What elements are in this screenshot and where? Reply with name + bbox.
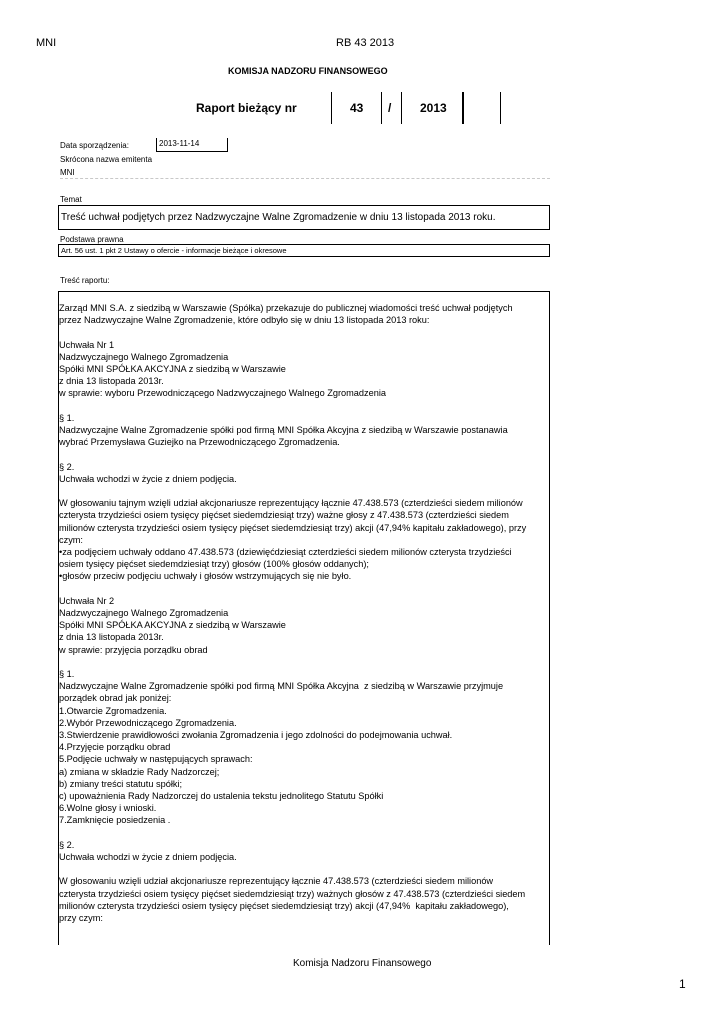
content-line: z dnia 13 listopada 2013r. [59,376,164,387]
content-line: Nadzwyczajne Walne Zgromadzenie spółki pod firmą MNI Spółka Akcyjna z siedzibą w Warszawie postanawia [59,425,508,435]
content-line: Uchwała Nr 1 [59,339,115,350]
divider [60,178,550,179]
content-line: § 1. [59,669,75,679]
report-title: Raport bieżący nr [196,101,297,115]
content-line: wybrać Przemysława Guziejko na Przewodniczącego Zgromadzenia. [59,437,340,448]
topic-value: Treść uchwał podjętych przez Nadzwyczajne Walne Zgromadzenie w dniu 13 listopada 2013 roku. [58,205,550,230]
content-blank-line [59,485,549,497]
content-blank-line [59,326,549,338]
content-blank-line [59,400,549,412]
header-company: MNI [36,37,57,49]
content-line: 7.Zamknięcie posiedzenia . [59,815,171,826]
content-line: przy czym: [59,913,103,924]
date-value: 2013-11-14 [156,138,228,152]
content-line: 3.Stwierdzenie prawidłowości zwołania Zgromadzenia i jego zdolności do podejmowania uchwał. [59,730,453,741]
content-line: czterysta trzydzieści osiem tysięcy pięćset siedemdziesiąt trzy) ważne głosy z 47.438.573 (czterdzieści siedem [59,510,509,521]
content-line: a) zmiana w składzie Rady Nadzorczej; [59,766,220,777]
content-line: W głosowaniu wzięli udział akcjonariusze reprezentujący łącznie 47.438.573 (czterdzieści siedem milionów [59,876,494,887]
content-blank-line [59,656,549,668]
topic-label: Temat [60,195,82,204]
content-line: § 2. [59,839,75,850]
page-number: 1 [679,977,686,991]
content-line: •za podjęciem uchwały oddano 47.438.573 (dziewięćdziesiąt czterdzieści siedem milionów czterysta trzydzieści [59,547,512,557]
content-line: 2.Wybór Przewodniczącego Zgromadzenia. [59,717,237,728]
content-line: Uchwała wchodzi w życie z dniem podjęcia. [59,473,237,484]
content-line: Spółki MNI SPÓŁKA AKCYJNA z siedzibą w Warszawie [59,364,286,374]
content-line: Nadzwyczajnego Walnego Zgromadzenia [59,608,229,618]
commission-title-text: KOMISJA NADZORU FINANSOWEGO [228,66,388,76]
content-line: W głosowaniu tajnym wzięli udział akcjonariusze reprezentujący łącznie 47.438.573 (czterdzieści siedem milionów [59,498,523,509]
legal-basis-value: Art. 56 ust. 1 pkt 2 Ustawy o ofercie - informacje bieżące i okresowe [58,244,550,257]
header-report-id-text: RB 43 2013 [336,37,395,49]
report-separator: / [388,101,392,115]
content-line: Uchwała Nr 2 [59,595,115,606]
footer-text: Komisja Nadzoru Finansowego [293,958,432,969]
content-line: czterysta trzydzieści osiem tysięcy pięćset siedemdziesiąt trzy) ważnych głosów z 47.438.573 (czterdzieści siedem [59,888,526,899]
content-blank-line [59,863,549,875]
content-line: w sprawie: wyboru Przewodniczącego Nadzwyczajnego Walnego Zgromadzenia [59,388,386,399]
content-line: 6.Wolne głosy i wnioski. [59,803,157,814]
content-line: milionów czterysta trzydzieści osiem tysięcy pięćset siedemdziesiąt trzy) akcji (47,94% kapitału zakładowego), [59,900,509,911]
content-blank-line [59,583,549,595]
content-line: Nadzwyczajne Walne Zgromadzenie spółki pod firmą MNI Spółka Akcyjna z siedzibą w Warszawie przyjmuje [59,681,504,692]
content-line: Zarząd MNI S.A. z siedzibą w Warszawie (Spółka) przekazuje do publicznej wiadomości treść uchwał podjętych [59,303,513,313]
date-label: Data sporządzenia: [60,141,129,150]
content-line: 4.Przyjęcie porządku obrad [59,742,171,753]
content-line: przez Nadzwyczajne Walne Zgromadzenie, które odbyło się w dniu 13 listopada 2013 roku: [59,315,430,326]
content-line: z dnia 13 listopada 2013r. [59,632,164,643]
content-line: milionów czterysta trzydzieści osiem tysięcy pięćset siedemdziesiąt trzy) akcji (47,94% kapitału zakładowego), przy [59,522,527,533]
content-line: czym: [59,534,83,545]
content-line: osiem tysięcy pięćset siedemdziesiąt trzy) głosów (100% głosów oddanych); [59,559,369,570]
content-line: b) zmiany treści statutu spółki; [59,778,183,789]
legal-basis-label: Podstawa prawna [60,235,124,244]
report-extra-box [463,92,501,124]
content-blank-line [59,448,549,460]
content-line: •głosów przeciw podjęciu uchwały i głosów wstrzymujących się nie było. [59,571,352,582]
report-content [59,302,549,924]
content-label: Treść raportu: [60,276,110,285]
report-year: 2013 [420,101,447,115]
report-number: 43 [350,101,364,115]
content-blank-line [59,827,549,839]
content-line: 1.Otwarcie Zgromadzenia. [59,705,167,716]
content-line: § 2. [59,461,75,472]
content-line: c) upoważnienia Rady Nadzorczej do ustalenia tekstu jednolitego Statutu Spółki [59,791,384,802]
report-number-row [186,92,502,124]
content-line: 5.Podjęcie uchwały w następujących sprawach: [59,754,253,765]
content-line: Spółki MNI SPÓŁKA AKCYJNA z siedzibą w Warszawie [59,620,286,631]
content-line: Uchwała wchodzi w życie z dniem podjęcia. [59,852,237,863]
short-name-value: MNI [60,168,75,177]
short-name-label: Skrócona nazwa emitenta [60,155,153,164]
content-line: Nadzwyczajnego Walnego Zgromadzenia [59,351,229,362]
content-line: w sprawie: przyjęcia porządku obrad [59,644,208,655]
content-line: § 1. [59,412,75,423]
content-line: porządek obrad jak poniżej: [59,693,172,704]
